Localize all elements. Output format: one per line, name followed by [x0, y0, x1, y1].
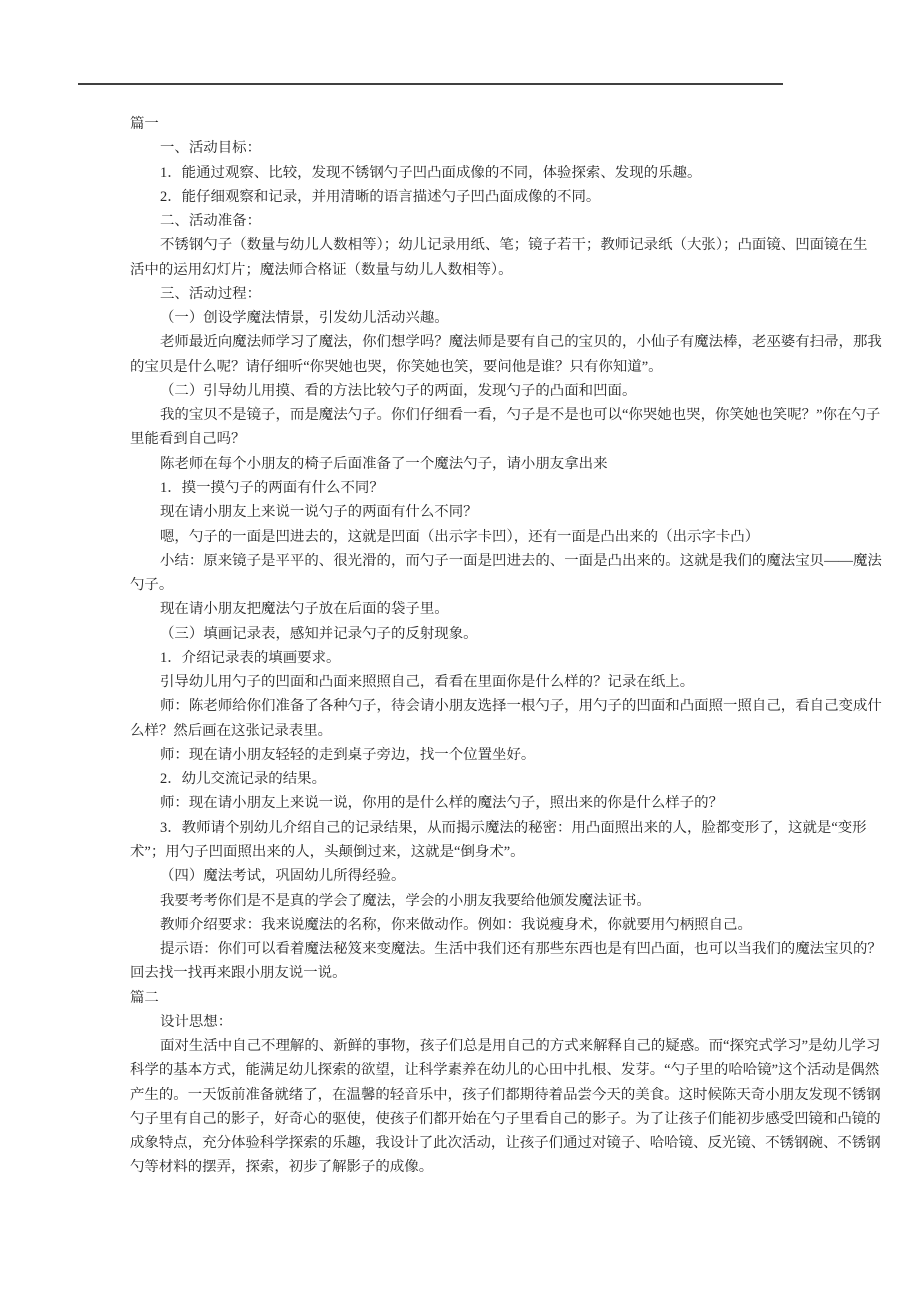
- doc-line: 2．能仔细观察和记录，并用清晰的语言描述勺子凹凸面成像的不同。: [160, 188, 601, 205]
- doc-line: 3．教师请个别幼儿介绍自己的记录结果，从而揭示魔法的秘密：用凸面照出来的人，脸都变形了，这就是“变形: [160, 819, 867, 836]
- doc-line: 面对生活中自己不理解的、新鲜的事物，孩子们总是用自己的方式来解释自己的疑惑。而“探究式学习”是幼儿学习: [160, 1038, 881, 1055]
- doc-line: 师：现在请小朋友轻轻的走到桌子旁边，找一个位置坐好。: [160, 746, 536, 763]
- doc-line: 老师最近向魔法师学习了魔法，你们想学吗？魔法师是要有自己的宝贝的，小仙子有魔法棒，老巫婆有扫帚，那我: [160, 334, 882, 351]
- doc-line: 成象特点，充分体验科学探索的乐趣，我设计了此次活动，让孩子们通过对镜子、哈哈镜、反光镜、不锈钢碗、不锈钢: [130, 1135, 881, 1152]
- doc-line: 我要考考你们是不是真的学会了魔法，学会的小朋友我要给他颁发魔法证书。: [160, 892, 651, 909]
- doc-line: （一）创设学魔法情景，引发幼儿活动兴趣。: [160, 310, 449, 327]
- doc-line: 1．摸一摸勺子的两面有什么不同？: [160, 479, 384, 496]
- doc-line: 1．介绍记录表的填画要求。: [160, 649, 341, 666]
- doc-line: 里能看到自己吗？: [130, 431, 246, 448]
- doc-line: 现在请小朋友上来说一说勺子的两面有什么不同？: [160, 504, 478, 521]
- doc-line: 教师介绍要求：我来说魔法的名称，你来做动作。例如：我说瘦身术，你就要用勺柄照自己。: [160, 916, 752, 933]
- doc-line: 么样？然后画在这张记录表里。: [130, 722, 333, 739]
- design-idea-heading: 设计思想：: [160, 1013, 233, 1030]
- doc-line: 勺子里有自己的影子，好奇心的驱使，使孩子们都开始在勺子里看自己的影子。为了让孩子们能初步感受凹镜和凸镜的: [130, 1110, 881, 1127]
- doc-line: 师：陈老师给你们准备了各种勺子，待会请小朋友选择一根勺子，用勺子的凹面和凸面照一照自己，看自己变成什: [160, 698, 882, 715]
- doc-line: 不锈钢勺子（数量与幼儿人数相等）；幼儿记录用纸、笔；镜子若干；教师记录纸（大张）；凸面镜、凹面镜在生: [160, 237, 868, 254]
- section-1-title: 篇一: [130, 116, 159, 132]
- doc-line: 产生的。一天饭前准备就绪了，在温馨的轻音乐中，孩子们都期待着品尝今天的美食。这时候陈天奇小朋友发现不锈钢: [130, 1086, 881, 1103]
- activity-prep-heading: 二、活动准备：: [160, 213, 262, 230]
- header-rule: [78, 83, 783, 85]
- doc-line: 陈老师在每个小朋友的椅子后面准备了一个魔法勺子，请小朋友拿出来: [160, 455, 608, 472]
- doc-line: 术”；用勺子凹面照出来的人，头颠倒过来，这就是“倒身术”。: [130, 843, 525, 860]
- activity-process-heading: 三、活动过程：: [160, 285, 262, 302]
- doc-line: （二）引导幼儿用摸、看的方法比较勺子的两面，发现勺子的凸面和凹面。: [160, 382, 637, 399]
- document-body: [130, 112, 882, 1180]
- section-2-title: 篇二: [130, 989, 159, 1006]
- doc-line: 嗯，勺子的一面是凹进去的，这就是凹面（出示字卡凹），还有一面是凸出来的（出示字卡凸）: [160, 528, 760, 545]
- doc-line: 勺等材料的摆弄，探索，初步了解影子的成像。: [130, 1159, 434, 1176]
- doc-line: 提示语：你们可以看着魔法秘笈来变魔法。生活中我们还有那些东西也是有凹凸面，也可以当我们的魔法宝贝的？: [160, 941, 882, 958]
- doc-line: 引导幼儿用勺子的凹面和凸面来照照自己，看看在里面你是什么样的？记录在纸上。: [160, 674, 695, 691]
- doc-line: 师：现在请小朋友上来说一说，你用的是什么样的魔法勺子，照出来的你是什么样子的？: [160, 795, 724, 812]
- doc-line: 1．能通过观察、比较，发现不锈钢勺子凹凸面成像的不同，体验探索、发现的乐趣。: [160, 164, 702, 181]
- doc-line: 回去找一找再来跟小朋友说一说。: [130, 965, 347, 982]
- doc-line: 科学的基本方式，能满足幼儿探索的欲望，让科学素养在幼儿的心田中扎根、发芽。“勺子里的哈哈镜”这个活动是偶然: [130, 1062, 880, 1079]
- doc-line: 活中的运用幻灯片；魔法师合格证（数量与幼儿人数相等）。: [130, 261, 513, 278]
- doc-line: 我的宝贝不是镜子，而是魔法勺子。你们仔细看一看，勺子是不是也可以“你哭她也哭，你笑她也笑呢？”你在勺子: [160, 407, 881, 424]
- activity-goals-heading: 一、活动目标：: [160, 140, 262, 157]
- doc-line: 2．幼儿交流记录的结果。: [160, 771, 327, 788]
- doc-line: 勺子。: [130, 577, 174, 594]
- doc-line: 的宝贝是什么呢？请仔细听“你哭她也哭，你笑她也笑，要问他是谁？只有你知道”。: [130, 358, 663, 375]
- doc-line: 小结：原来镜子是平平的、很光滑的，而勺子一面是凹进去的、一面是凸出来的。这就是我们的魔法宝贝——魔法: [160, 552, 882, 569]
- doc-line: （四）魔法考试，巩固幼儿所得经验。: [160, 868, 406, 885]
- doc-line: 现在请小朋友把魔法勺子放在后面的袋子里。: [160, 601, 449, 618]
- doc-line: （三）填画记录表，感知并记录勺子的反射现象。: [160, 625, 478, 642]
